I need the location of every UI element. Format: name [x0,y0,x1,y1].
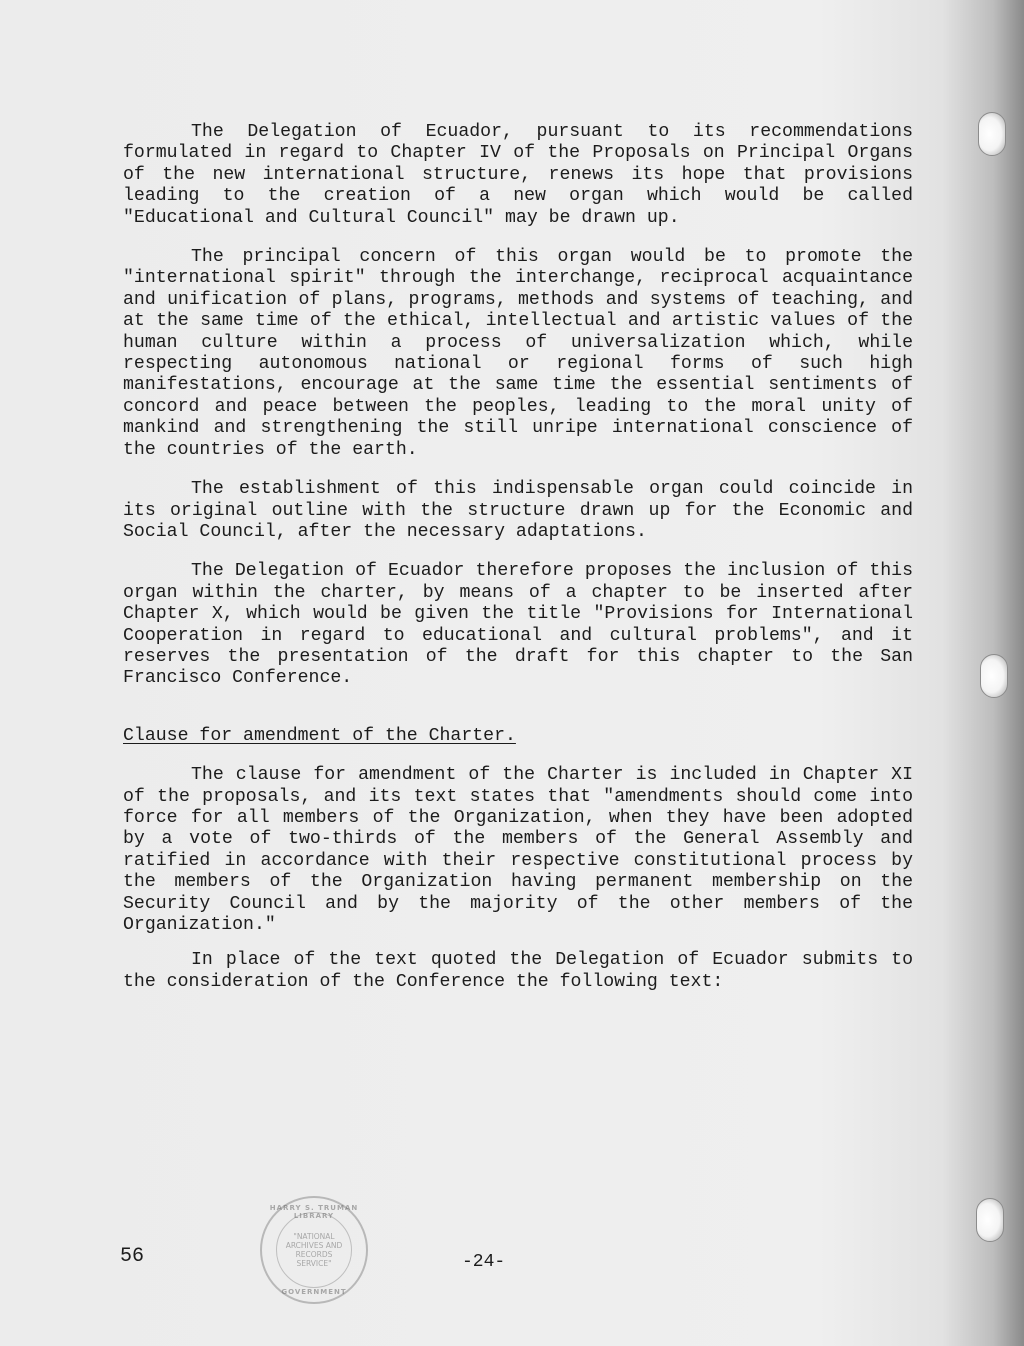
paragraph-2: The principal concern of this organ would be to promote the "international spirit" through the interchange, reciprocal acquaintance and unification of plans, programs, methods and systems of teaching, and at the same time of the ethical, intellectual and artistic values of the human culture within a process of universalization which, while respecting autonomous national or regional forms of such high manifestations, encourage at the same time the essential sentiments of concord and peace between the peoples, leading to the moral unity of mankind and strengthening the still unripe international conscience of the countries of the earth. [123,247,913,460]
folio-number: 56 [120,1245,145,1268]
stamp-line-4: SERVICE" [296,1259,332,1268]
stamp-center [276,1212,352,1288]
stamp-ring-bottom: GOVERNMENT [281,1288,347,1296]
paragraph-1: The Delegation of Ecuador, pursuant to its recommendations formulated in regard to Chapter IV of the Proposals on Principal Organs of the new international structure, renews its hope that provisions leading to the creation of a new organ which would be called "Educational and Cultural Council" may be drawn up. [123,122,913,228]
paragraph-5: The clause for amendment of the Charter is included in Chapter XI of the proposals, and its text states that "amendments should come into force for all members of the Organization, when they have been adopted by a vote of two-thirds of the members of the General Assembly and ratified in accordance with their respective constitutional process by the members of the Organization having permanent membership on the Security Council and by the majority of the other members of the Organization." [123,765,913,935]
stamp-line-2: ARCHIVES AND [285,1241,343,1250]
document-body [123,122,913,1011]
stamp-line-1: "NATIONAL [293,1232,335,1241]
paragraph-6: In place of the text quoted the Delegation of Ecuador submits to the consideration of the Conference the following text: [123,950,913,992]
stamp-line-3: RECORDS [295,1250,333,1259]
binder-hole-middle [980,654,1008,698]
archive-stamp [260,1196,368,1304]
section-heading: Clause for amendment of the Charter. [123,725,516,746]
paragraph-3: The establishment of this indispensable organ could coincide in its original outline with the structure drawn up for the Economic and Social Council, after the necessary adaptations. [123,479,913,542]
stamp-ring-top: HARRY S. TRUMAN LIBRARY [269,1204,359,1220]
page-number: -24- [462,1252,506,1272]
binder-hole-top [978,112,1006,156]
binder-hole-bottom [976,1198,1004,1242]
paragraph-4: The Delegation of Ecuador therefore proposes the inclusion of this organ within the charter, by means of a chapter to be inserted after Chapter X, which would be given the title "Provisions for International Cooperation in regard to educational and cultural problems", and it reserves the presentation of the draft for this chapter to the San Francisco Conference. [123,561,913,689]
